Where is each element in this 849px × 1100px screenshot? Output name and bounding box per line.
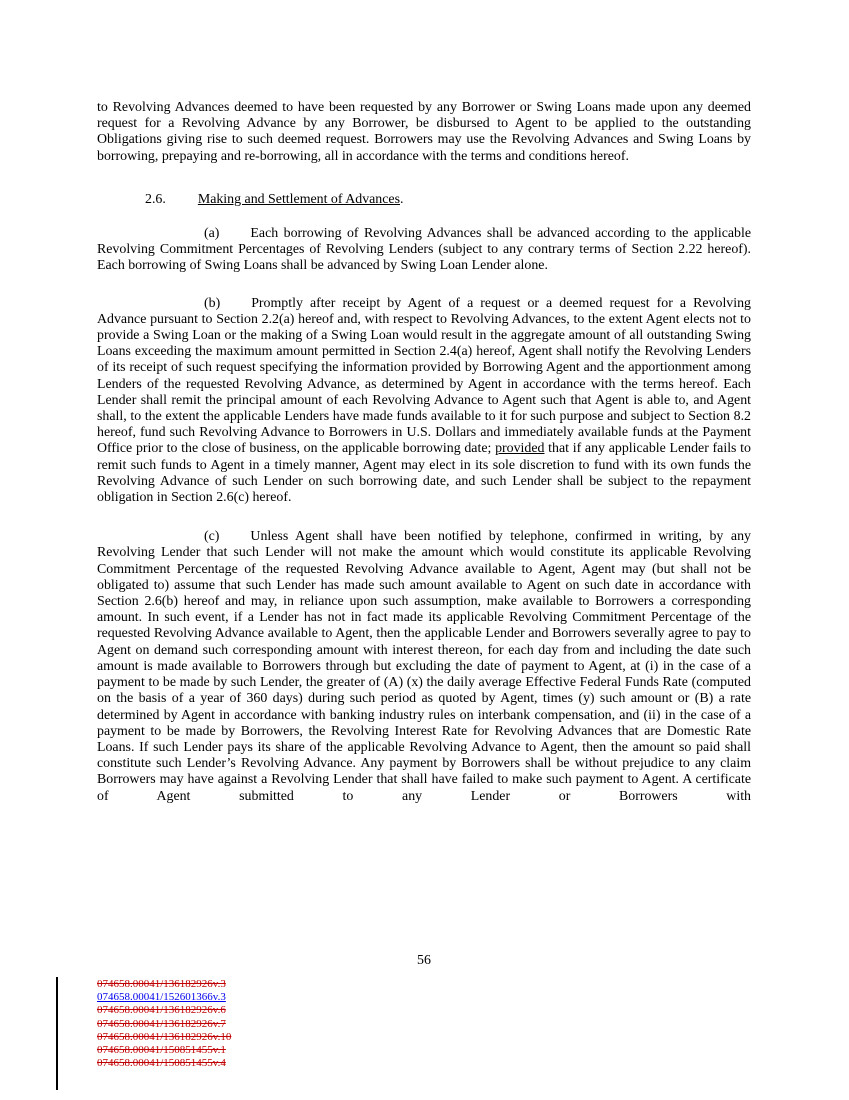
paragraph-b-text-before: Promptly after receipt by Agent of a request or a deemed request for a Revolving Advance pursuant to Section 2.2(a) hereof and, with respect to Revolving Advances, to the extent Agent elects not to provide a Swing Loan or the making of a Swing Loan would result in the aggregate amount of all outstanding Swing Loans exceeding the maximum amount permitted in Section 2.4(a) hereof, Agent shall notify the Revolving Lenders of its receipt of such request specifying the information provided by Borrowing Agent and the apportionment among Lenders of the requested Revolving Advance, as determined by Agent in accordance with the terms hereof. Each Lender shall remit the principal amount of each Revolving Advance to Agent such that Agent is able to, and Agent shall, to the extent the applicable Lenders have made funds available to it for such purpose and subject to Section 8.2 hereof, fund such Revolving Advance to Borrowers in U.S. Dollars and immediately available funds at the Payment Office prior to the close of business, on the applicable borrowing date; (97, 295, 751, 457)
section-heading (97, 192, 751, 208)
footer-version-stamps (97, 978, 231, 1070)
paragraph-b-text-after: that if any applicable Lender fails to remit such funds to Agent in a timely manner, Agent may elect in its sole discretion to fund with its own funds the Revolving Advance of such Lender on such borrowing date, and such Lender shall be subject to the repayment obligation in Section 2.6(c) hereof. (97, 441, 751, 506)
paragraph-c (97, 529, 751, 804)
version-stamp: 074658.00041/136182926v.6 (97, 1004, 226, 1017)
paragraph-a-label: (a) (204, 226, 220, 242)
version-stamp: 074658.00041/150851455v.4 (97, 1057, 226, 1070)
version-stamp: 074658.00041/152601366v.3 (97, 991, 226, 1004)
version-stamp: 074658.00041/136182926v.10 (97, 1030, 232, 1043)
document-body (97, 100, 751, 805)
page-number: 56 (417, 953, 431, 968)
paragraph-b-underlined-term: provided (495, 441, 545, 457)
section-title-period: . (399, 191, 404, 207)
paragraph-c-text: Unless Agent shall have been notified by telephone, confirmed in writing, by any Revolving Lender that such Lender will not make the amount which would constitute its applicable Revolving Commitment Percentage of the requested Revolving Advance available to Agent, Agent may (but shall not be obligated to) assume that such Lender has made such amount available to Agent on such date in accordance with Section 2.6(b) hereof and may, in reliance upon such assumption, make available to Borrowers a corresponding amount. In such event, if a Lender has not in fact made its applicable Revolving Commitment Percentage of the requested Revolving Advance available to Agent, then the applicable Lender and Borrowers severally agree to pay to Agent on demand such corresponding amount with interest thereon, for each day from and including the date such amount is made available to Borrowers through but excluding the date of payment to Agent, at (i) in the case of a payment to be made by such Lender, the greater of (A) (x) the daily average Effective Federal Funds Rate (computed on the basis of a year of 360 days) during such period as quoted by Agent, times (y) such amount or (B) a rate determined by Agent in accordance with banking industry rules on interbank compensation, and (ii) in the case of a payment to be made by Borrowers, the Revolving Interest Rate for Revolving Advances that are Domestic Rate Loans. If such Lender pays its share of the applicable Revolving Advance to Agent, then the amount so paid shall constitute such Lender’s Revolving Advance. Any payment by Borrowers shall be without prejudice to any claim Borrowers may have against a Revolving Lender that shall have failed to make such payment to Agent. A certificate of Agent submitted to any Lender or Borrowers with (97, 529, 751, 804)
section-number: 2.6. (145, 191, 166, 207)
paragraph-b-label: (b) (204, 295, 221, 311)
paragraph-a-text: Each borrowing of Revolving Advances shall be advanced according to the applicable Revolving Commitment Percentages of Revolving Lenders (subject to any contrary terms of Section 2.22 hereof). Each borrowing of Swing Loans shall be advanced by Swing Loan Lender alone. (97, 226, 751, 274)
version-stamp: 074658.00041/136182926v.7 (97, 1017, 226, 1030)
change-bar (56, 977, 58, 1090)
paragraph-intro: to Revolving Advances deemed to have been requested by any Borrower or Swing Loans made upon any deemed request for a Revolving Advance by any Borrower, be disbursed to Agent to be applied to the outstanding Obligations giving rise to such deemed request. Borrowers may use the Revolving Advances and Swing Loans by borrowing, prepaying and re-borrowing, all in accordance with the terms and conditions hereof. (97, 100, 751, 164)
version-stamp: 074658.00041/136182926v.3 (97, 978, 226, 990)
paragraph-c-label: (c) (204, 529, 220, 545)
section-title: Making and Settlement of Advances (197, 191, 400, 207)
paragraph-a (97, 226, 751, 275)
version-stamp: 074658.00041/150851455v.1 (97, 1044, 226, 1057)
paragraph-b (97, 296, 751, 507)
